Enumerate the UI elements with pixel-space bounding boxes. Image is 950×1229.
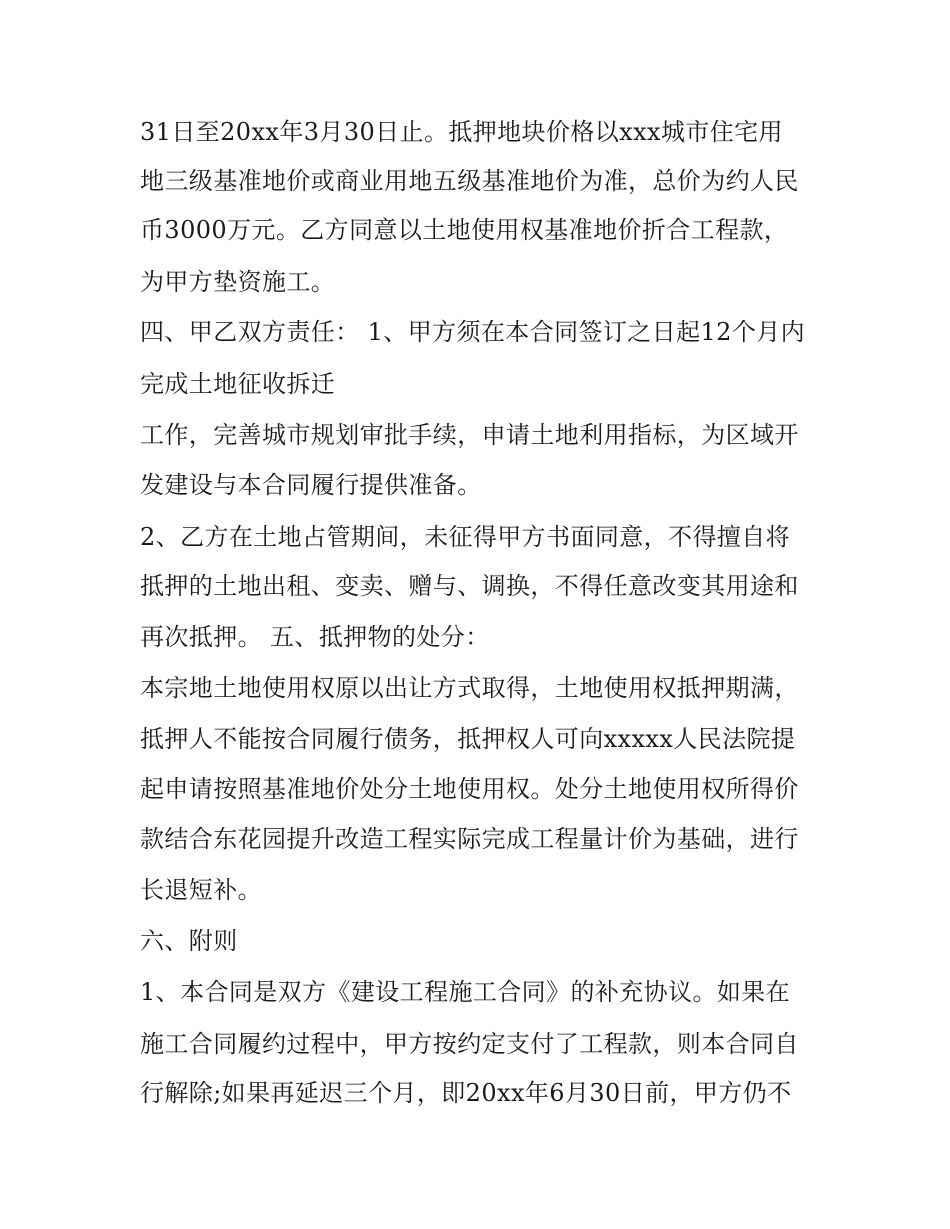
text-line: 发建设与本合同履行提供准备。 bbox=[140, 471, 482, 499]
text-line: 六、附则 bbox=[140, 927, 238, 955]
text-line: 抵押的土地出租、变卖、赠与、调换，不得任意改变其用途和 bbox=[140, 572, 799, 600]
text-line: 2、乙方在土地占管期间，未征得甲方书面同意，不得擅自将 bbox=[140, 523, 791, 551]
text-line: 工作，完善城市规划审批手续，申请土地利用指标，为区域开 bbox=[140, 421, 799, 449]
text-line: 四、甲乙双方责任： 1、甲方须在本合同签订之日起12个月内 bbox=[140, 318, 806, 346]
text-line: 施工合同履约过程中，甲方按约定支付了工程款，则本合同自 bbox=[140, 1030, 799, 1058]
text-line: 为甲方垫资施工。 bbox=[140, 268, 336, 296]
text-line: 款结合东花园提升改造工程实际完成工程量计价为基础，进行 bbox=[140, 825, 799, 853]
text-line: 地三级基准地价或商业用地五级基准地价为准，总价为约人民 bbox=[140, 167, 799, 195]
text-line: 行解除;如果再延迟三个月，即20xx年6月30日前，甲方仍不 bbox=[140, 1079, 792, 1107]
text-line: 抵押人不能按合同履行债务，抵押权人可向xxxxx人民法院提 bbox=[140, 725, 796, 753]
text-line: 起申请按照基准地价处分土地使用权。处分土地使用权所得价 bbox=[140, 775, 799, 803]
text-line: 币3000万元。乙方同意以土地使用权基准地价折合工程款， bbox=[140, 216, 789, 244]
text-line: 再次抵押。 五、抵押物的处分： bbox=[140, 623, 490, 651]
text-line: 31日至20xx年3月30日止。抵押地块价格以xxx城市住宅用 bbox=[140, 118, 783, 146]
text-line: 长退短补。 bbox=[140, 876, 262, 904]
text-line: 完成土地征收拆迁 bbox=[140, 370, 336, 398]
text-line: 1、本合同是双方《建设工程施工合同》的补充协议。如果在 bbox=[140, 978, 791, 1006]
text-line: 本宗地土地使用权原以出让方式取得，土地使用权抵押期满， bbox=[140, 674, 799, 702]
